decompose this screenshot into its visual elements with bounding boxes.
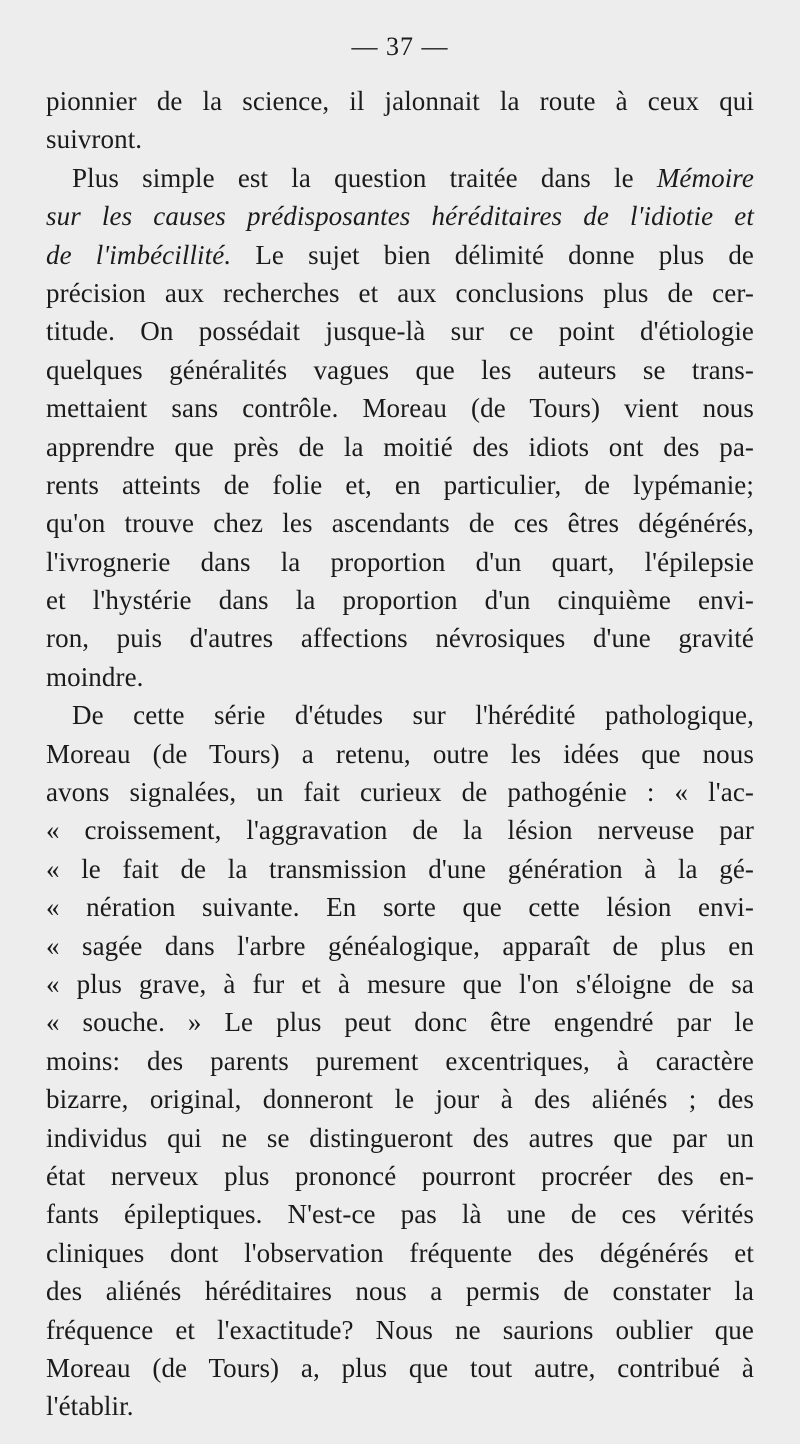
text-line xyxy=(46,1080,754,1118)
text-line xyxy=(46,773,754,811)
text-segment: Plus simple est la question traitée dans le xyxy=(72,162,657,193)
text-line xyxy=(46,120,754,158)
text-line xyxy=(46,658,754,696)
text-segment: l'ivrognerie dans la proportion d'un quart, l'épilepsie xyxy=(46,546,754,577)
text-line xyxy=(46,1157,754,1195)
text-line xyxy=(46,1387,754,1425)
text-line xyxy=(46,466,754,504)
text-segment: qu'on trouve chez les ascendants de ces êtres dégénérés, xyxy=(46,508,754,539)
text-segment: état nerveux plus prononcé pourront procréer des en- xyxy=(46,1160,754,1191)
text-line xyxy=(46,159,754,197)
italic-text: Mémoire xyxy=(656,162,754,193)
text-line xyxy=(46,428,754,466)
text-line xyxy=(46,543,754,581)
text-line xyxy=(46,351,754,389)
text-line xyxy=(46,197,754,235)
text-segment: Moreau (de Tours) a retenu, outre les idées que nous xyxy=(46,738,754,769)
text-line xyxy=(46,1272,754,1310)
text-line xyxy=(46,850,754,888)
text-line xyxy=(46,504,754,542)
text-line xyxy=(46,965,754,1003)
text-segment: des aliénés héréditaires nous a permis de constater la xyxy=(46,1276,754,1307)
text-segment: moins: des parents purement excentriques, à caractère xyxy=(46,1045,754,1076)
text-line xyxy=(46,1311,754,1349)
text-segment: ron, puis d'autres affections névrosiques d'une gravité xyxy=(46,623,754,654)
text-segment: et l'hystérie dans la proportion d'un cinquième envi- xyxy=(46,585,754,616)
text-segment: avons signalées, un fait curieux de pathogénie : « l'ac- xyxy=(46,777,754,808)
text-segment: « nération suivante. En sorte que cette lésion envi- xyxy=(46,892,754,923)
text-segment: Le sujet bien délimité donne plus de xyxy=(231,239,755,270)
text-line xyxy=(46,274,754,312)
text-segment: précision aux recherches et aux conclusions plus de cer- xyxy=(46,277,754,308)
text-segment: quelques généralités vagues que les auteurs se trans- xyxy=(46,354,754,385)
text-segment: « le fait de la transmission d'une génération à la gé- xyxy=(46,853,754,884)
body-text xyxy=(46,82,754,1426)
text-line xyxy=(46,1349,754,1387)
text-segment: pionnier de la science, il jalonnait la route à ceux qui xyxy=(46,86,754,116)
text-segment: « plus grave, à fur et à mesure que l'on s'éloigne de sa xyxy=(46,968,754,999)
text-line xyxy=(46,888,754,926)
text-line xyxy=(46,1003,754,1041)
text-segment: apprendre que près de la moitié des idiots ont des pa- xyxy=(46,431,754,462)
text-segment: suivront. xyxy=(46,124,143,155)
text-segment: mettaient sans contrôle. Moreau (de Tours) vient nous xyxy=(46,393,754,424)
text-line xyxy=(46,735,754,773)
text-segment: fréquence et l'exactitude? Nous ne saurions oublier que xyxy=(46,1314,754,1345)
text-line xyxy=(46,1234,754,1272)
text-segment: rents atteints de folie et, en particulier, de lypémanie; xyxy=(46,469,754,500)
page-number: — 37 — xyxy=(351,32,449,61)
text-segment: cliniques dont l'observation fréquente des dégénérés et xyxy=(46,1237,754,1268)
text-segment: fants épileptiques. N'est-ce pas là une de ces vérités xyxy=(46,1199,754,1230)
text-segment: l'établir. xyxy=(46,1391,134,1422)
text-line xyxy=(46,581,754,619)
text-line xyxy=(46,236,754,274)
text-line xyxy=(46,811,754,849)
text-line xyxy=(46,1119,754,1157)
text-line xyxy=(46,312,754,350)
text-segment: individus qui ne se distingueront des autres que par un xyxy=(46,1122,754,1153)
text-segment: moindre. xyxy=(46,661,144,692)
text-segment: « croissement, l'aggravation de la lésion nerveuse par xyxy=(46,815,754,846)
text-line xyxy=(46,927,754,965)
italic-text: de l'imbécillité. xyxy=(46,239,232,270)
text-segment: De cette série d'études sur l'hérédité pathologique, xyxy=(72,700,754,731)
text-line xyxy=(46,1042,754,1080)
text-line xyxy=(46,696,754,734)
italic-text: sur les causes prédisposantes héréditaires de l'idiotie et xyxy=(46,201,754,232)
text-line xyxy=(46,389,754,427)
text-segment: titude. On possédait jusque-là sur ce point d'étiologie xyxy=(46,316,754,347)
text-line xyxy=(46,619,754,657)
text-line xyxy=(46,82,754,120)
text-segment: bizarre, original, donneront le jour à des aliénés ; des xyxy=(46,1084,754,1115)
text-segment: Moreau (de Tours) a, plus que tout autre, contribué à xyxy=(46,1352,754,1383)
text-line xyxy=(46,1195,754,1233)
text-segment: « sagée dans l'arbre généalogique, apparaît de plus en xyxy=(46,930,754,961)
text-segment: « souche. » Le plus peut donc être engendré par le xyxy=(46,1007,754,1038)
